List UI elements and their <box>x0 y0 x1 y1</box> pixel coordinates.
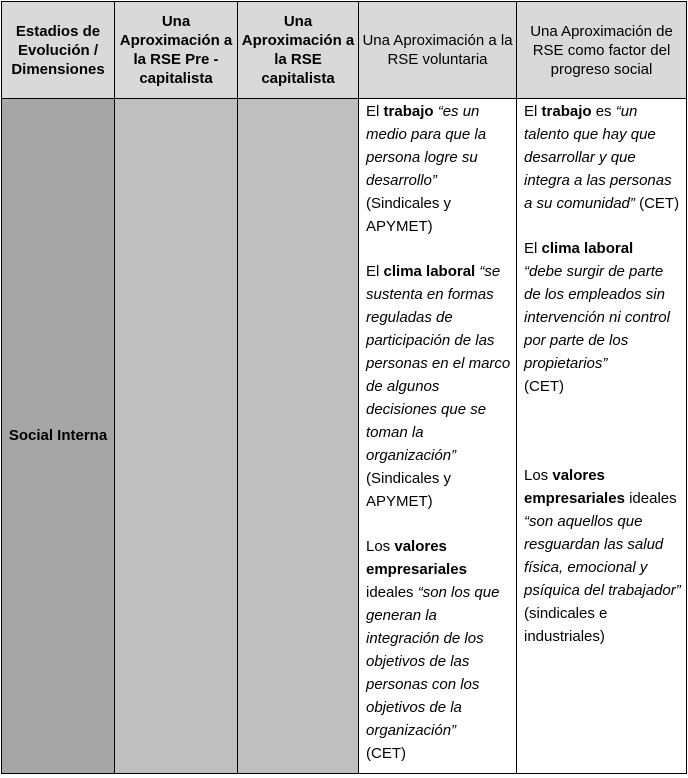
header-progreso-social: Una Aproximación de RSE como factor del progreso social <box>517 2 687 99</box>
term-clima: clima laboral <box>541 240 634 257</box>
source: (sindicales e industriales) <box>524 605 608 645</box>
quote: “son aquellos que resguardan las salud física, emocional y psíquica del trabajador” <box>524 513 681 599</box>
term-trabajo: trabajo <box>541 103 592 120</box>
cell-capitalista-empty <box>238 99 359 774</box>
cell-progreso-social <box>517 99 687 774</box>
header-voluntaria: Una Aproximación a la RSE voluntaria <box>359 2 517 99</box>
row-label-cell <box>2 99 115 774</box>
quote: “un talento que hay que desarrollar y que integra a las personas a su comunidad” <box>524 103 672 212</box>
quote: “se sustenta en formas reguladas de participación de las personas en el marco de algunos decisiones que se toman la organización” <box>366 263 511 464</box>
voluntaria-trabajo: El trabajo “es un medio para que la persona logre su desarrollo” (Sindicales y APYMET) <box>366 100 511 238</box>
progreso-valores: Los valores empresariales ideales “son aquellos que resguardan las salud física, emocional y psíquica del trabajador” (sindicales e industriales) <box>524 464 681 648</box>
rse-evolution-table <box>1 1 687 774</box>
term-clima: clima laboral <box>383 263 476 280</box>
progreso-clima: El clima laboral “debe surgir de parte de los empleados sin intervención ni control por parte de los propietarios” (CET) <box>524 237 681 398</box>
header-capitalista: Una Aproximación a la RSE capitalista <box>238 2 359 99</box>
source: (Sindicales y APYMET) <box>366 195 452 235</box>
source: (CET) <box>524 378 564 395</box>
header-dimensions: Estadios de Evolución / Dimensiones <box>2 2 115 99</box>
source: (CET) <box>366 745 406 762</box>
source: (Sindicales y APYMET) <box>366 470 452 510</box>
row-social-interna <box>2 99 687 774</box>
cell-pre-capitalista-empty <box>115 99 238 774</box>
header-pre-capitalista: Una Aproximación a la RSE Pre - capitalista <box>115 2 238 99</box>
term-valores: valores empresariales <box>524 467 625 507</box>
term-valores: valores empresariales <box>366 538 467 578</box>
quote: “son los que generan la integración de los objetivos de las personas con los objetivos de la organización” <box>366 584 500 739</box>
header-row <box>2 2 687 99</box>
source: (CET) <box>634 195 680 212</box>
quote: “es un medio para que la persona logre su desarrollo” <box>366 103 487 189</box>
voluntaria-clima: El clima laboral “se sustenta en formas reguladas de participación de las personas en el marco de algunos decisiones que se toman la organización” (Sindicales y APYMET) <box>366 260 511 513</box>
progreso-trabajo: El trabajo es “un talento que hay que desarrollar y que integra a las personas a su comunidad” (CET) <box>524 103 680 212</box>
row-label: Social Interna <box>8 427 108 444</box>
term-trabajo: trabajo <box>383 103 434 120</box>
quote: “debe surgir de parte de los empleados sin intervención ni control por parte de los propietarios” <box>524 263 670 372</box>
voluntaria-valores: Los valores empresariales ideales “son los que generan la integración de los objetivos de las personas con los objetivos de la organización” (CET) <box>366 535 511 765</box>
cell-voluntaria <box>359 99 517 774</box>
